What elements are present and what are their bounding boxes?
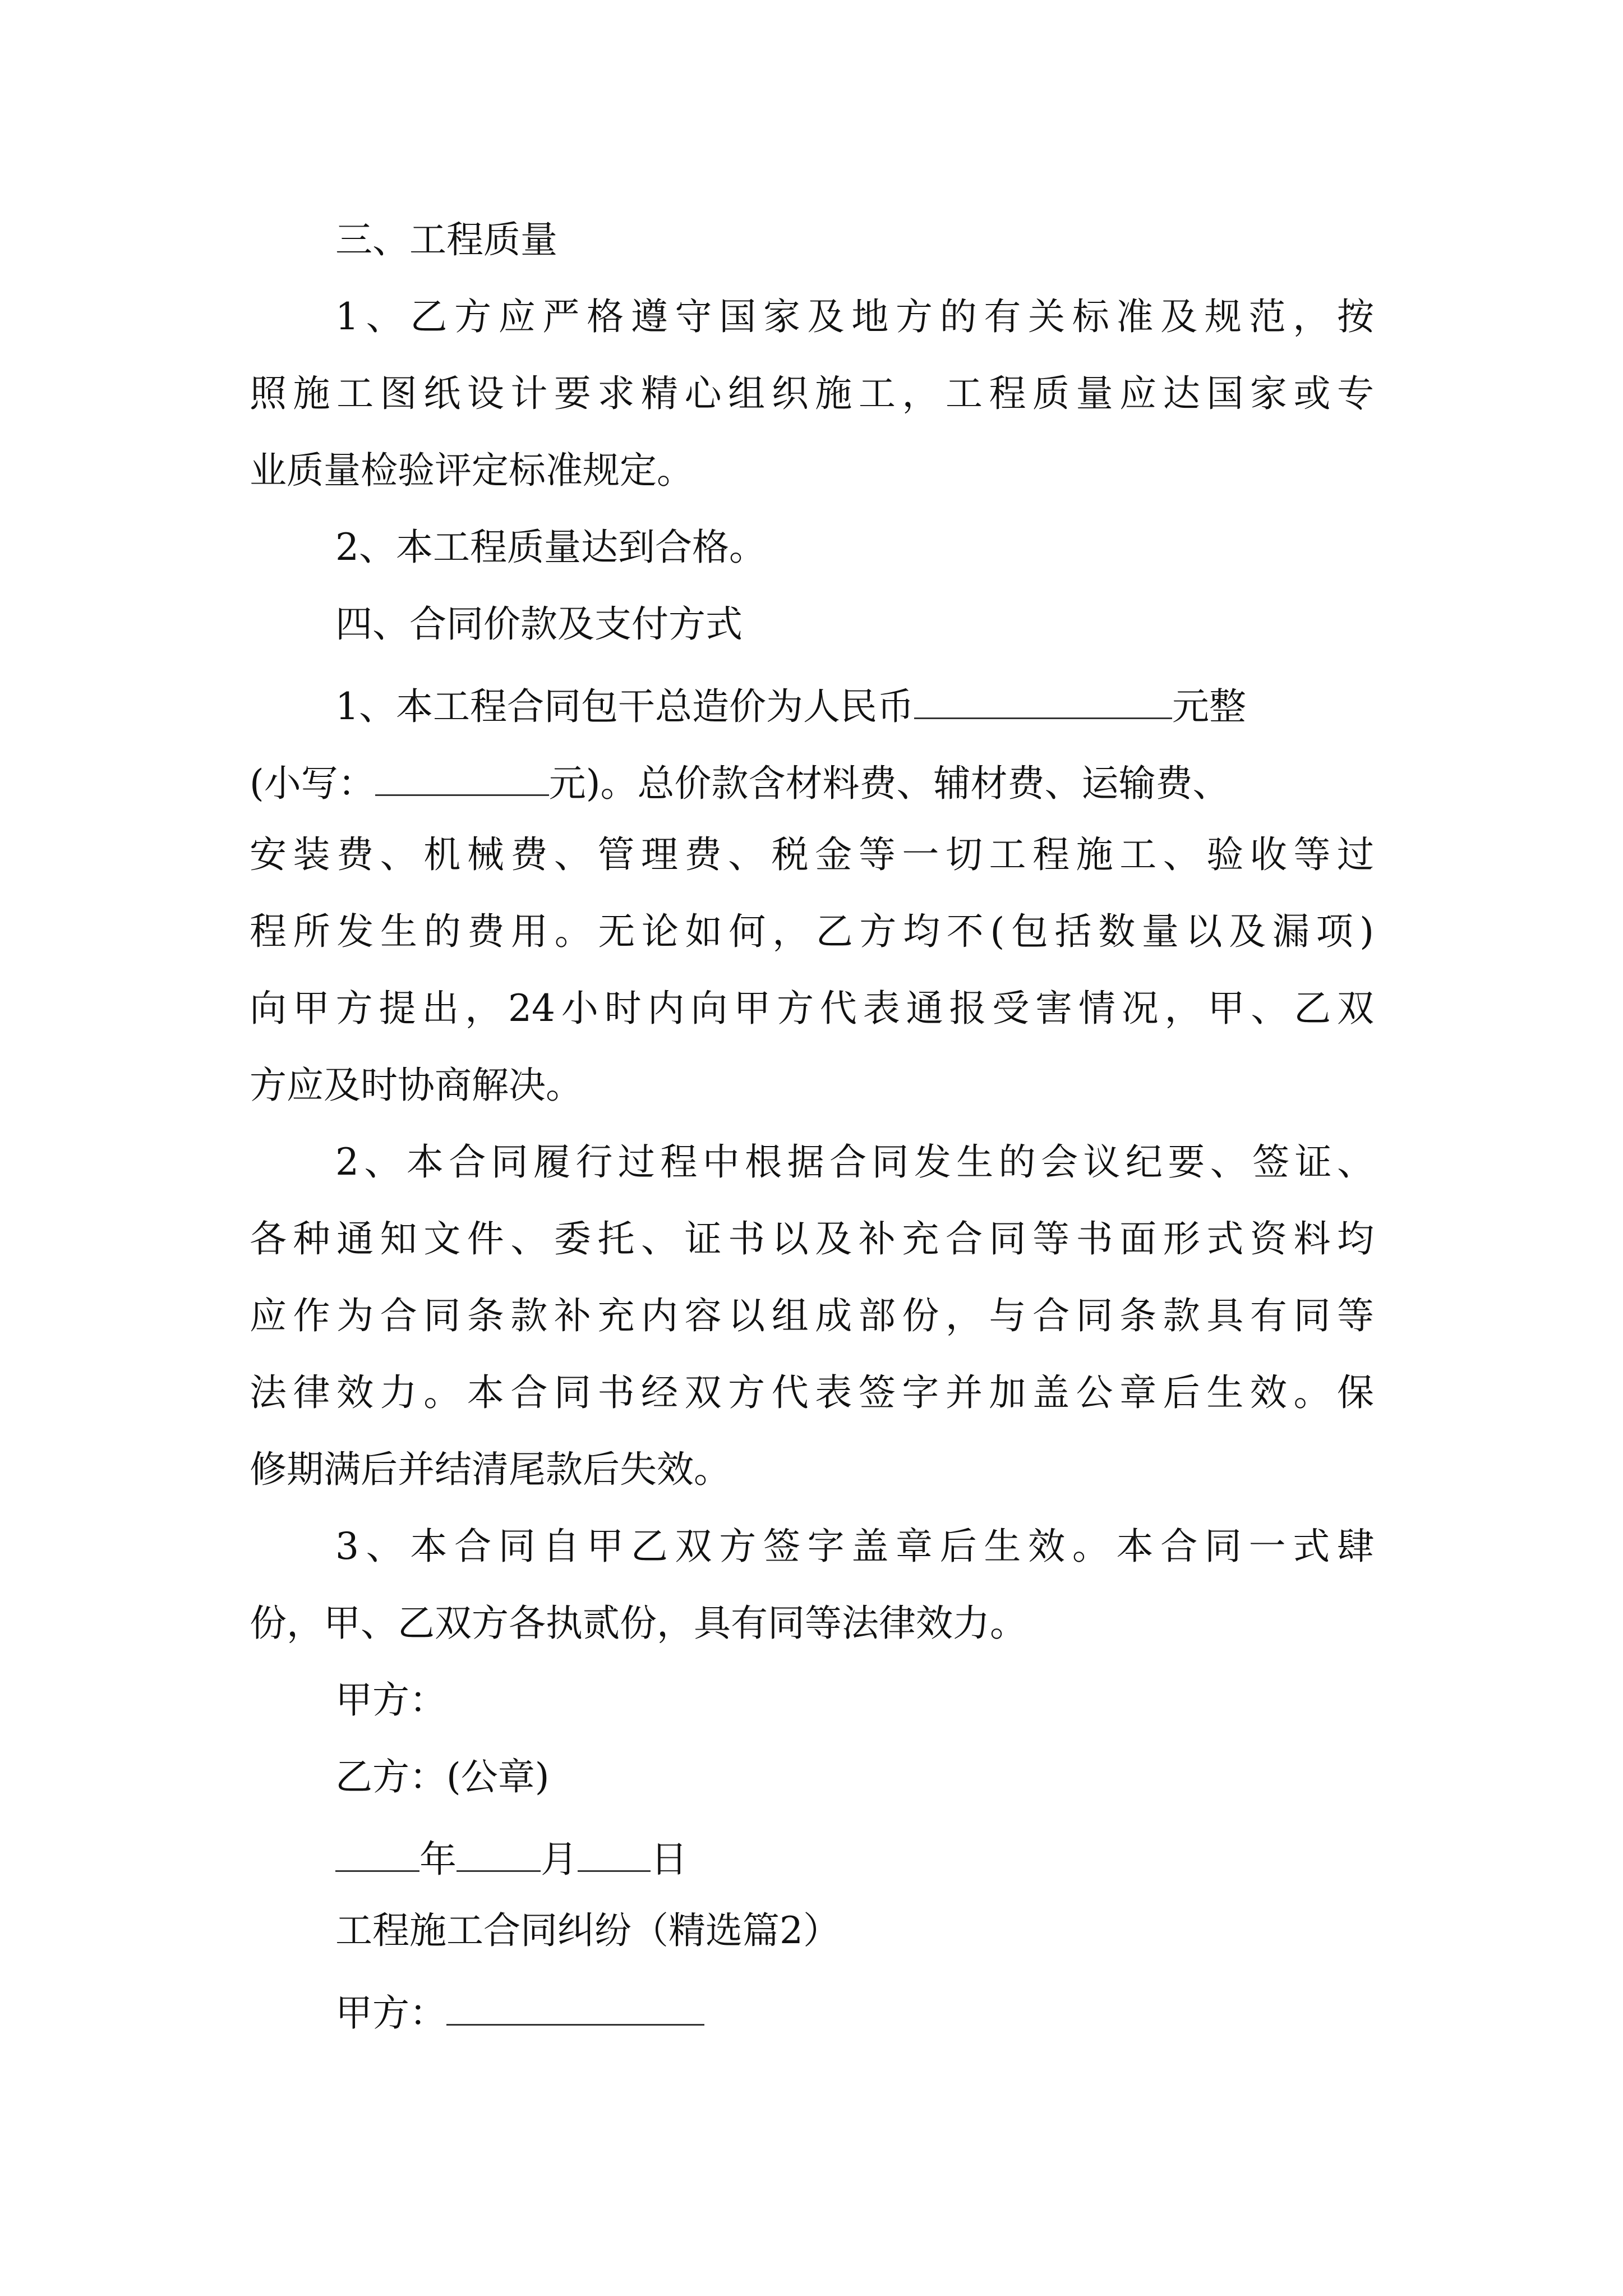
- paragraph-line: [250, 1064, 583, 1107]
- text-segment: 应作为合同条款补充内容以组成部份，与合同条款具有同等: [250, 1294, 1374, 1337]
- text-segment: 工程施工合同纠纷（精选篇2）: [335, 1909, 840, 1952]
- party-a-signature: [335, 1678, 446, 1722]
- text-segment: 安装费、机械费、管理费、税金等一切工程施工、验收等过: [250, 833, 1374, 876]
- text-segment: 1、本工程合同包干总造价为人民币: [335, 685, 914, 728]
- paragraph-line: [250, 449, 694, 492]
- text-segment: 甲方：: [335, 1991, 446, 2035]
- paragraph-line: [335, 1525, 1374, 1568]
- text-segment: 元整: [1172, 685, 1246, 728]
- text-segment: 乙方：(公章): [335, 1755, 550, 1798]
- section-heading-price: [335, 602, 743, 646]
- party-b-signature: [335, 1755, 550, 1798]
- paragraph-line: [335, 526, 766, 569]
- paragraph-line: [335, 295, 1374, 338]
- paragraph-line: [250, 1448, 731, 1491]
- text-segment: 四、合同价款及支付方式: [335, 602, 743, 646]
- text-segment: 照施工图纸设计要求精心组织施工，工程质量应达国家或专: [250, 372, 1374, 415]
- next-section-title: [335, 1909, 840, 1952]
- paragraph-line: [250, 987, 1374, 1030]
- paragraph-line: [250, 910, 1374, 953]
- text-segment: 份，甲、乙双方各执贰份，具有同等法律效力。: [250, 1602, 1027, 1645]
- amount-lowercase-blank: [375, 760, 549, 796]
- text-segment: 修期满后并结清尾款后失效。: [250, 1448, 731, 1491]
- text-segment: 甲方：: [335, 1678, 446, 1722]
- year-blank: [335, 1835, 419, 1872]
- text-segment: 业质量检验评定标准规定。: [250, 449, 694, 492]
- paragraph-line: [250, 372, 1374, 415]
- text-segment: 程所发生的费用。无论如何，乙方均不(包括数量以及漏项): [250, 910, 1374, 953]
- text-segment: 元)。总价款含材料费、辅材费、运输费、: [548, 762, 1230, 805]
- paragraph-line: [250, 760, 1230, 805]
- text-segment: 法律效力。本合同书经双方代表签字并加盖公章后生效。保: [250, 1371, 1374, 1414]
- paragraph-line: [250, 833, 1374, 876]
- text-segment: 1、乙方应严格遵守国家及地方的有关标准及规范，按: [335, 295, 1374, 338]
- text-segment: 年: [419, 1838, 457, 1881]
- section-heading-quality: [335, 218, 557, 261]
- text-segment: 方应及时协商解决。: [250, 1064, 583, 1107]
- total-price-blank: [914, 683, 1172, 719]
- party-a-line: [335, 1989, 704, 2035]
- paragraph-line: [335, 683, 1246, 728]
- text-segment: 2、本工程质量达到合格。: [335, 526, 766, 569]
- paragraph-line: [250, 1371, 1374, 1414]
- month-blank: [457, 1835, 541, 1872]
- day-blank: [578, 1835, 651, 1872]
- text-segment: 月: [541, 1838, 578, 1881]
- text-segment: 3、本合同自甲乙双方签字盖章后生效。本合同一式肆: [335, 1525, 1374, 1568]
- paragraph-line: [335, 1140, 1374, 1184]
- paragraph-line: [250, 1217, 1374, 1260]
- date-line: [335, 1835, 688, 1881]
- text-segment: 向甲方提出，24小时内向甲方代表通报受害情况，甲、乙双: [250, 987, 1374, 1030]
- text-segment: 各种通知文件、委托、证书以及补充合同等书面形式资料均: [250, 1217, 1374, 1260]
- text-segment: (小写：: [250, 762, 375, 805]
- text-segment: 三、工程质量: [335, 218, 557, 261]
- text-segment: 日: [651, 1838, 688, 1881]
- paragraph-line: [250, 1602, 1027, 1645]
- party-a-blank: [446, 1989, 704, 2026]
- text-segment: 2、本合同履行过程中根据合同发生的会议纪要、签证、: [335, 1140, 1374, 1184]
- paragraph-line: [250, 1294, 1374, 1337]
